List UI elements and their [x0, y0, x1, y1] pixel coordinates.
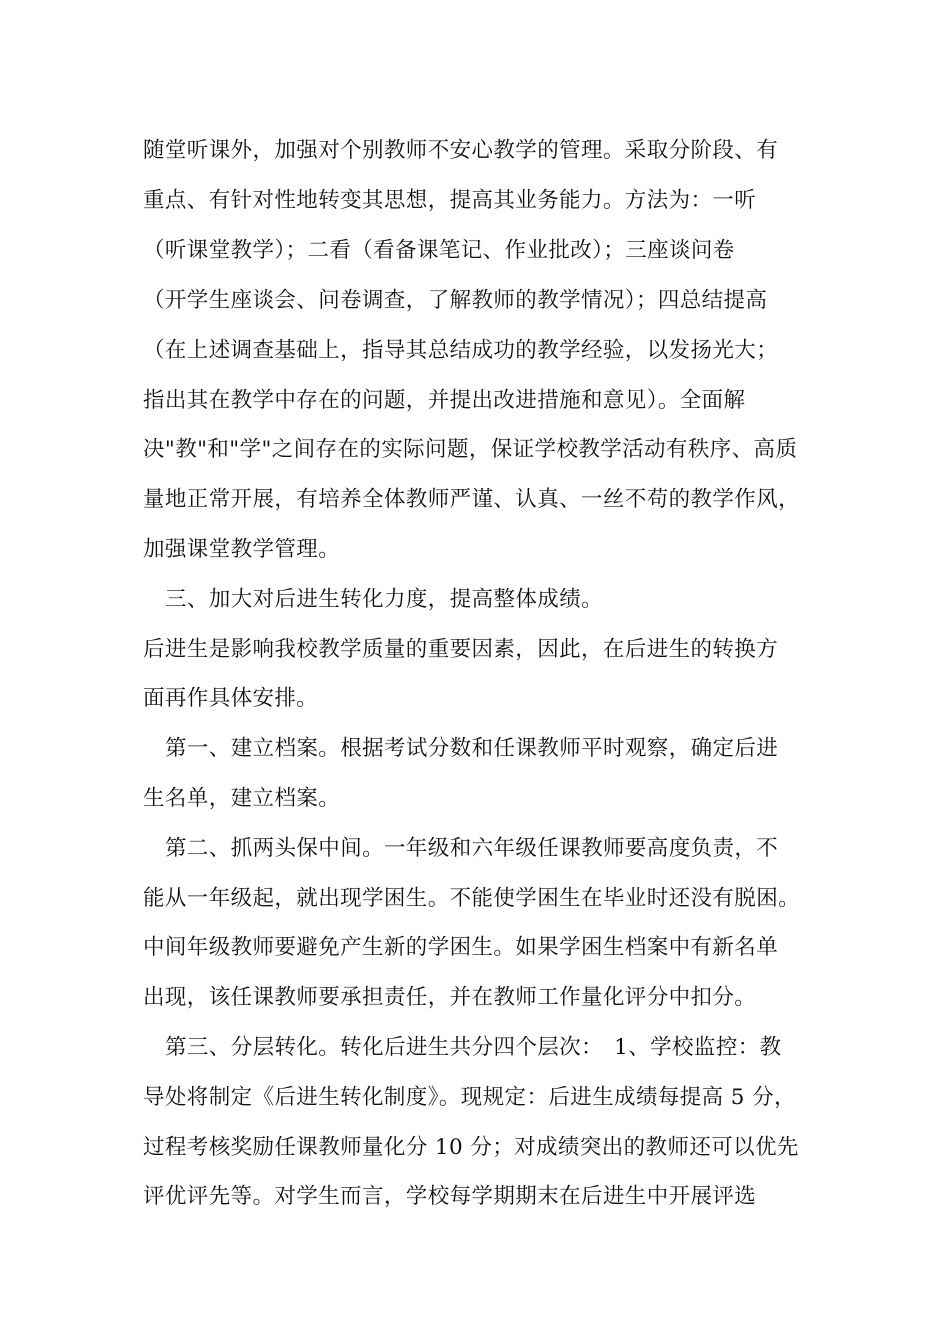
text-line: 导处将制定《后进生转化制度》。现规定：后进生成绩每提高 5 分，	[143, 1085, 796, 1110]
text-line: （在上述调查基础上，指导其总结成功的教学经验，以发扬光大；	[143, 338, 779, 363]
text-line: 加强课堂教学管理。	[143, 537, 341, 562]
text-line: 能从一年级起，就出现学困生。不能使学困生在毕业时还没有脱困。	[143, 886, 801, 911]
text-line: 评优评先等。对学生而言，学校每学期期末在后进生中开展评选	[143, 1184, 757, 1209]
text-line: 指出其在教学中存在的问题，并提出改进措施和意见）。全面解	[143, 388, 746, 413]
text-line: （听课堂教学）；二看（看备课笔记、作业批改）；三座谈问卷	[143, 238, 735, 263]
text-line: 中间年级教师要避免产生新的学困生。如果学困生档案中有新名单	[143, 935, 779, 960]
text-line: 后进生是影响我校教学质量的重要因素，因此，在后进生的转换方	[143, 637, 779, 662]
text-line: 出现，该任课教师要承担责任，并在教师工作量化评分中扣分。	[143, 985, 757, 1010]
text-line: 过程考核奖励任课教师量化分 10 分；对成绩突出的教师还可以优先	[143, 1135, 799, 1160]
text-line: （开学生座谈会、问卷调查，了解教师的教学情况）；四总结提高	[143, 288, 768, 313]
text-line: 量地正常开展，有培养全体教师严谨、认真、一丝不苟的教学作风，	[143, 487, 801, 512]
text-line: 第二、抓两头保中间。一年级和六年级任课教师要高度负责，不	[165, 836, 779, 861]
text-line: 生名单，建立档案。	[143, 786, 341, 811]
text-line: 决"教"和"学"之间存在的实际问题，保证学校教学活动有秩序、高质	[143, 437, 798, 462]
text-line: 重点、有针对性地转变其思想，提高其业务能力。方法为：一听	[143, 188, 757, 213]
section-heading: 三、加大对后进生转化力度，提高整体成绩。	[165, 587, 604, 612]
text-line: 随堂听课外，加强对个别教师不安心教学的管理。采取分阶段、有	[143, 138, 779, 163]
text-line: 第一、建立档案。根据考试分数和任课教师平时观察，确定后进	[165, 736, 779, 761]
text-line: 面再作具体安排。	[143, 686, 319, 711]
text-line: 第三、分层转化。转化后进生共分四个层次： 1、学校监控：教	[165, 1035, 782, 1060]
